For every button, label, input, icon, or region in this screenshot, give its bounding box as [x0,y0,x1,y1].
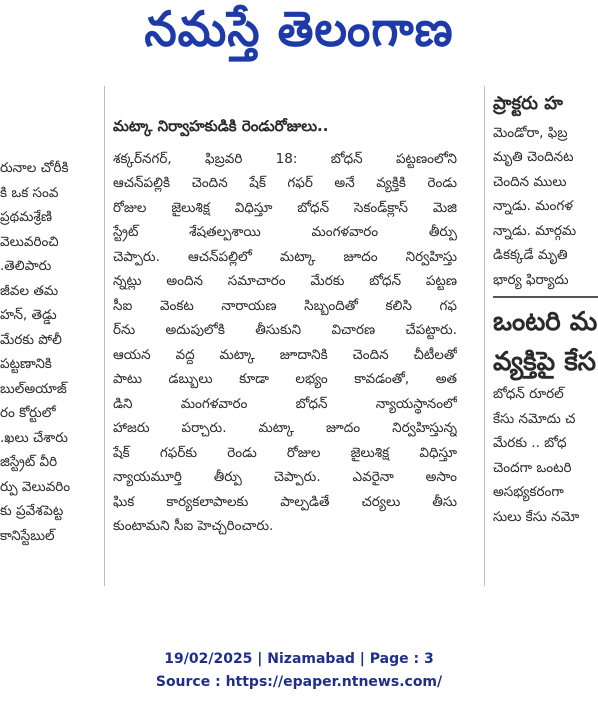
text-line: బుల్అయాజ్ [0,380,67,397]
text-line: బోధన్ రూరల్ [493,386,564,402]
text-line: కు ప్రవేశపెట్ట [0,503,64,519]
text-line: కానిస్టేబుల్ [0,527,55,544]
left-column [0,86,96,548]
right-separator [493,296,598,298]
text-line: హాజరు పర్చారు. మట్కా జూదం నిర్వహిస్తున్న [113,420,457,436]
text-line: సులు కేసు నమో [493,508,580,525]
footer-source-line: Source : https://epaper.ntnews.com/ [155,674,443,690]
text-line: పాటు డబ్బులు కూడా లభ్యం కావడంతో, అత [113,371,457,387]
text-line: రం కోర్టులో [0,405,56,421]
text-line: మేరకు .. బోధ [493,435,567,451]
text-line: షేక్ గఫర్‌కు రెండు రోజుల జైలుశిక్ష విధిస్తూ [113,444,457,461]
text-line: స్ట్రేట్ శేషతల్పశాయి మంగళవారం తీర్పు [113,224,457,240]
right-heading-big-2: వ్యక్తిపై కేస [493,347,597,377]
text-line: హన్, తెడ్డు [0,307,57,323]
text-line: మృతి చెందినట [493,149,574,165]
text-line: పట్టణానికి [0,356,52,372]
text-line: ఖలు చేశారు. [0,429,68,446]
text-line: చెందగా ఒంటరి [493,459,572,476]
text-line: రునాల చోరీకి [0,160,69,176]
left-column-text [0,156,96,548]
text-line: అసభ్యకరంగా [493,484,564,500]
text-line: ఘిక కార్యకలాపాలకు పాల్పడితే చర్యలు తీసు [113,493,457,510]
text-line: ప్రథమశ్రేణి [0,209,52,225]
text-line: మేరకు పోలీ [0,331,62,348]
text-line: న్నాడు. మార్గమ [493,222,577,239]
text-line: శక్కర్‌నగర్, ఫిబ్రవరి 18: బోధన్ పట్టణంలోని [113,150,457,167]
text-line: చెందిన ములు [493,173,567,190]
right-text-top [493,121,598,293]
text-line: జిస్ట్రేట్ వీరి [0,454,58,470]
text-line: డిని మంగళవారం బోధన్ న్యాయస్థానంలో [113,395,457,412]
text-line: రోజుల జైలుశిక్ష విధిస్తూ బోధన్ సెకండ్‌క్లాస్ మెజి [113,199,457,216]
text-line: డికక్కడే మృతి [493,247,568,263]
text-line: న్నట్లు అందిన సమాచారం మేరకు బోధన్ పట్టణ [113,273,457,289]
text-line: చెప్పారు. ఆచన్‌పల్లిలో మట్కా జూదం నిర్వహిస్తు [113,248,457,265]
right-heading-top: ప్రాక్టరు హ [493,93,563,114]
newspaper-page [0,86,598,606]
text-line: వెలువరించి [0,233,59,250]
text-line: ర్పు వెలువరిం [0,478,71,495]
text-line: న్నాడు. మంగళ [493,198,573,214]
text-line: కుంటామని సీఐ హెచ్చరించారు. [113,518,274,534]
text-line: కి ఒక సంవ [0,184,59,201]
masthead-logo: నమస్తే తెలంగాణ [144,0,454,58]
text-line: ఆయన వద్ద మట్కా జూదానికి చెందిన చీటీలతో [113,346,457,363]
text-line: భార్య ఫిర్యాదు [493,271,569,288]
footer-date-line: 19/02/2025 | Nizamabad | Page : 3 [164,651,434,667]
article-body [113,147,457,539]
text-line: న్యాయమూర్తి తీర్పు చెప్పారు. ఎవరైనా అసాం [113,469,457,485]
right-text-bottom [493,382,598,529]
column-divider-right [484,86,485,586]
footer [0,648,598,694]
column-divider-left [104,86,105,586]
masthead [0,0,598,80]
text-line: మెండోరా, ఫిబ్ర [493,124,568,141]
text-line: ఆచన్‌పల్లికి చెందిన షేక్ గఫర్ అనే వ్యక్తికి రెండు [113,175,457,191]
right-heading-big-1: ఒంటరి మ [493,307,598,337]
text-line: తెలిపారు. [0,258,52,274]
text-line: ర్‌ను అదుపులోకి తీసుకుని విచారణ చేపట్టారు. [113,322,457,338]
right-column [493,86,598,529]
text-line: జీవల తమ [0,282,59,299]
text-line: కేసు నమోదు చ [493,410,576,427]
text-line: సీఐ వెంకట నారాయణ సిబ్బందితో కలిసి గఫ [113,297,457,314]
article-headline: మట్కా నిర్వాహకుడికి రెండురోజులు.. [113,117,329,135]
main-article [113,86,457,539]
